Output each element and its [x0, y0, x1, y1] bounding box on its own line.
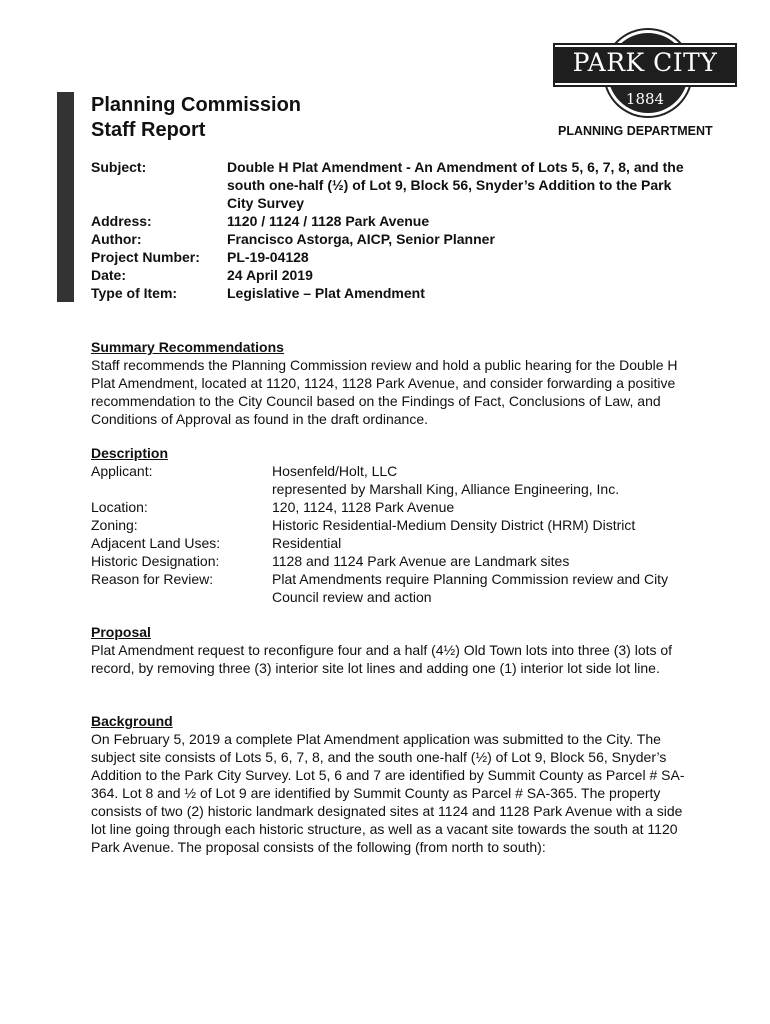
proposal-section	[91, 623, 691, 677]
description-label: Location:	[91, 499, 148, 515]
info-value: Francisco Astorga, AICP, Senior Planner	[227, 231, 495, 247]
description-value: 120, 1124, 1128 Park Avenue	[272, 499, 455, 515]
summary-section	[91, 338, 691, 428]
info-row-type-of-item	[91, 284, 687, 302]
description-row-historic-designation	[91, 552, 691, 570]
logo-year: 1884	[625, 90, 665, 108]
department-label: PLANNING DEPARTMENT	[558, 124, 713, 138]
description-label: Reason for Review:	[91, 571, 214, 587]
description-row-location	[91, 498, 691, 516]
background-text: On February 5, 2019 a complete Plat Amendment application was submitted to the City. The subject site consists of Lots 5, 6, 7, 8, and the south one-half (½) of Lot 9, Block 56, Snyder’s Addition to the Park City Survey. Lot 5, 6 and 7 are identified by Summit County as Parcel # SA-364. Lot 8 and ½ of Lot 9 are identified by Summit County as Parcel # SA-365. The property consists of two (2) historic landmark designated sites at 1124 and 1128 Park Avenue with a side lot line going through each historic structure, as well as a vacant site towards the south at 1120 Park Avenue. The proposal consists of the following (from north to south):	[91, 731, 685, 855]
info-label: Subject:	[91, 159, 147, 175]
info-label: Address:	[91, 213, 152, 229]
description-value: Plat Amendments require Planning Commission review and City Council review and action	[272, 571, 669, 605]
description-row-applicant	[91, 462, 691, 480]
info-value: Double H Plat Amendment - An Amendment of Lots 5, 6, 7, 8, and the south one-half (½) of Lot 9, Block 56, Snyder’s Addition to the Park City Survey	[227, 159, 684, 211]
description-value: Hosenfeld/Holt, LLC	[272, 463, 398, 479]
description-section	[91, 444, 691, 606]
info-value: 1120 / 1124 / 1128 Park Avenue	[227, 213, 430, 229]
proposal-heading: Proposal	[91, 624, 151, 640]
background-section	[91, 712, 691, 856]
description-heading: Description	[91, 445, 169, 461]
background-heading: Background	[91, 713, 173, 729]
info-row-address	[91, 212, 687, 230]
description-row-reason-for-review	[91, 570, 691, 606]
proposal-text: Plat Amendment request to reconfigure four and a half (4½) Old Town lots into three (3) lots of record, by removing three (3) interior site lot lines and adding one (1) interior lot side lot line.	[91, 642, 673, 676]
description-label: Adjacent Land Uses:	[91, 535, 221, 551]
description-value: Residential	[272, 535, 342, 551]
report-title-line2: Staff Report	[91, 119, 206, 141]
description-value: Historic Residential-Medium Density District (HRM) District	[272, 517, 636, 533]
info-value: 24 April 2019	[227, 267, 313, 283]
info-label: Type of Item:	[91, 285, 178, 301]
summary-heading: Summary Recommendations	[91, 339, 284, 355]
logo-name: PARK CITY	[572, 48, 718, 77]
info-value: Legislative – Plat Amendment	[227, 285, 425, 301]
info-row-subject	[91, 158, 687, 212]
info-label: Author:	[91, 231, 142, 247]
description-label: Historic Designation:	[91, 553, 220, 569]
info-row-author	[91, 230, 687, 248]
description-row-representative	[91, 480, 691, 498]
description-value: represented by Marshall King, Alliance Engineering, Inc.	[272, 481, 620, 497]
description-row-adjacent-land-uses	[91, 534, 691, 552]
info-row-project-number	[91, 248, 687, 266]
description-label: Applicant:	[91, 463, 153, 479]
info-value: PL-19-04128	[227, 249, 309, 265]
summary-text: Staff recommends the Planning Commission review and hold a public hearing for the Double H Plat Amendment, located at 1120, 1124, 1128 Park Avenue, and consider forwarding a positive recommendation to the City Council based on the Findings of Fact, Conclusions of Law, and Conditions of Approval as found in the draft ordinance.	[91, 357, 678, 427]
report-title-line1: Planning Commission	[91, 94, 302, 116]
header-side-bar	[57, 92, 74, 302]
park-city-logo	[555, 30, 735, 125]
report-title	[91, 93, 301, 143]
description-label: Zoning:	[91, 517, 138, 533]
info-label: Project Number:	[91, 249, 200, 265]
description-row-zoning	[91, 516, 691, 534]
info-block	[91, 158, 687, 302]
info-label: Date:	[91, 267, 127, 283]
description-value: 1128 and 1124 Park Avenue are Landmark sites	[272, 553, 570, 569]
info-row-date	[91, 266, 687, 284]
